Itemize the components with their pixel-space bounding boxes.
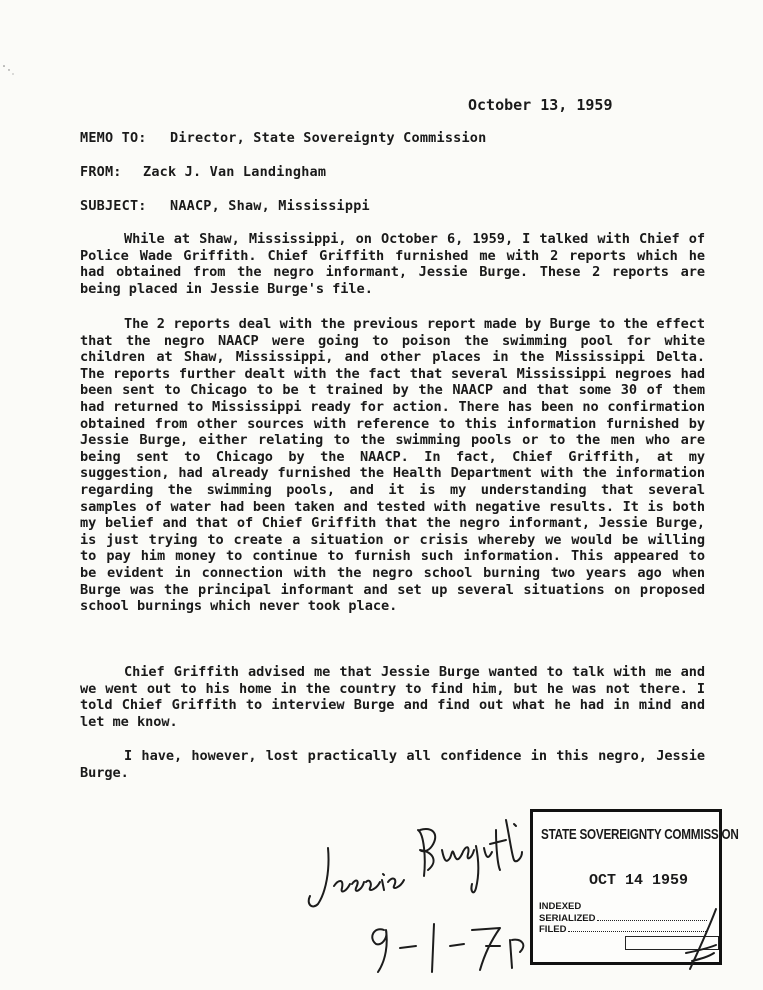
paragraph-1: While at Shaw, Mississippi, on October 6, 1959, I talked with Chief of Police Wade Griffith. Chief Griffith furnished me with 2 reports which he had obtained from the negro informant, Jessie Burge. These 2 reports are being placed in Jessie Burge's file. [80,231,705,297]
stamp-indexed-line: INDEXED [539,901,582,912]
memo-to-value: Director, State Sovereignty Commission [170,130,487,146]
handwritten-file-note [300,800,530,920]
paragraph-2: The 2 reports deal with the previous report made by Burge to the effect that the negro NAACP were going to poison the swimming pool for white children at Shaw, Mississippi, and other places in the Mississippi Delta. The reports further dealt with the fact that several Mississippi negroes had been sent to Chicago to be t trained by the NAACP and that some 30 of them had returned to Mississippi ready for action. There has been no confirmation obtained from other sources with reference to this information furnished by Jessie Burge, either relating to the swimming pools or to the men who are being sent to Chicago by the NAACP. In fact, Chief Griffith, at my suggestion, had already furnished the Health Department with the information regarding the swimming pools, and it is my understanding that several samples of water had been taken and tested with negative results. It is both my belief and that of Chief Griffith that the negro informant, Jessie Burge, is just trying to create a situation or crisis whereby we would be willing to pay him money to continue to furnish such information. This appeared to be evident in connection with the negro school burning two years ago when Burge was the principal informant and set up several situations on proposed school burnings which never took place. [80,316,705,615]
initials-mark [682,905,722,975]
memo-subject-value: NAACP, Shaw, Mississippi [170,198,370,214]
scan-speck [0,58,16,78]
memo-subject-line [80,198,370,214]
memo-from-line [80,164,326,180]
paragraph-3: Chief Griffith advised me that Jessie Burge wanted to talk with me and we went out to his home in the country to find him, but he was not there. I told Chief Griffith to interview Burge and find out what he had in mind and let me know. [80,664,705,730]
stamp-date: OCT 14 1959 [589,872,689,889]
memo-to-line [80,130,486,146]
handwritten-date-note [360,910,530,985]
stamp-serialized-line: SERIALIZED [539,913,707,924]
memo-to-label: MEMO TO: [80,130,147,146]
stamp-filed-line: FILED [539,924,706,935]
memo-from-value: Zack J. Van Landingham [143,164,327,180]
stamp-title: STATE SOVEREIGNTY COMMISSION [541,826,739,843]
memo-subject-label: SUBJECT: [80,198,147,214]
memo-from-label: FROM: [80,164,122,180]
memo-date: October 13, 1959 [468,96,613,114]
paragraph-4: I have, however, lost practically all confidence in this negro, Jessie Burge. [80,748,705,781]
